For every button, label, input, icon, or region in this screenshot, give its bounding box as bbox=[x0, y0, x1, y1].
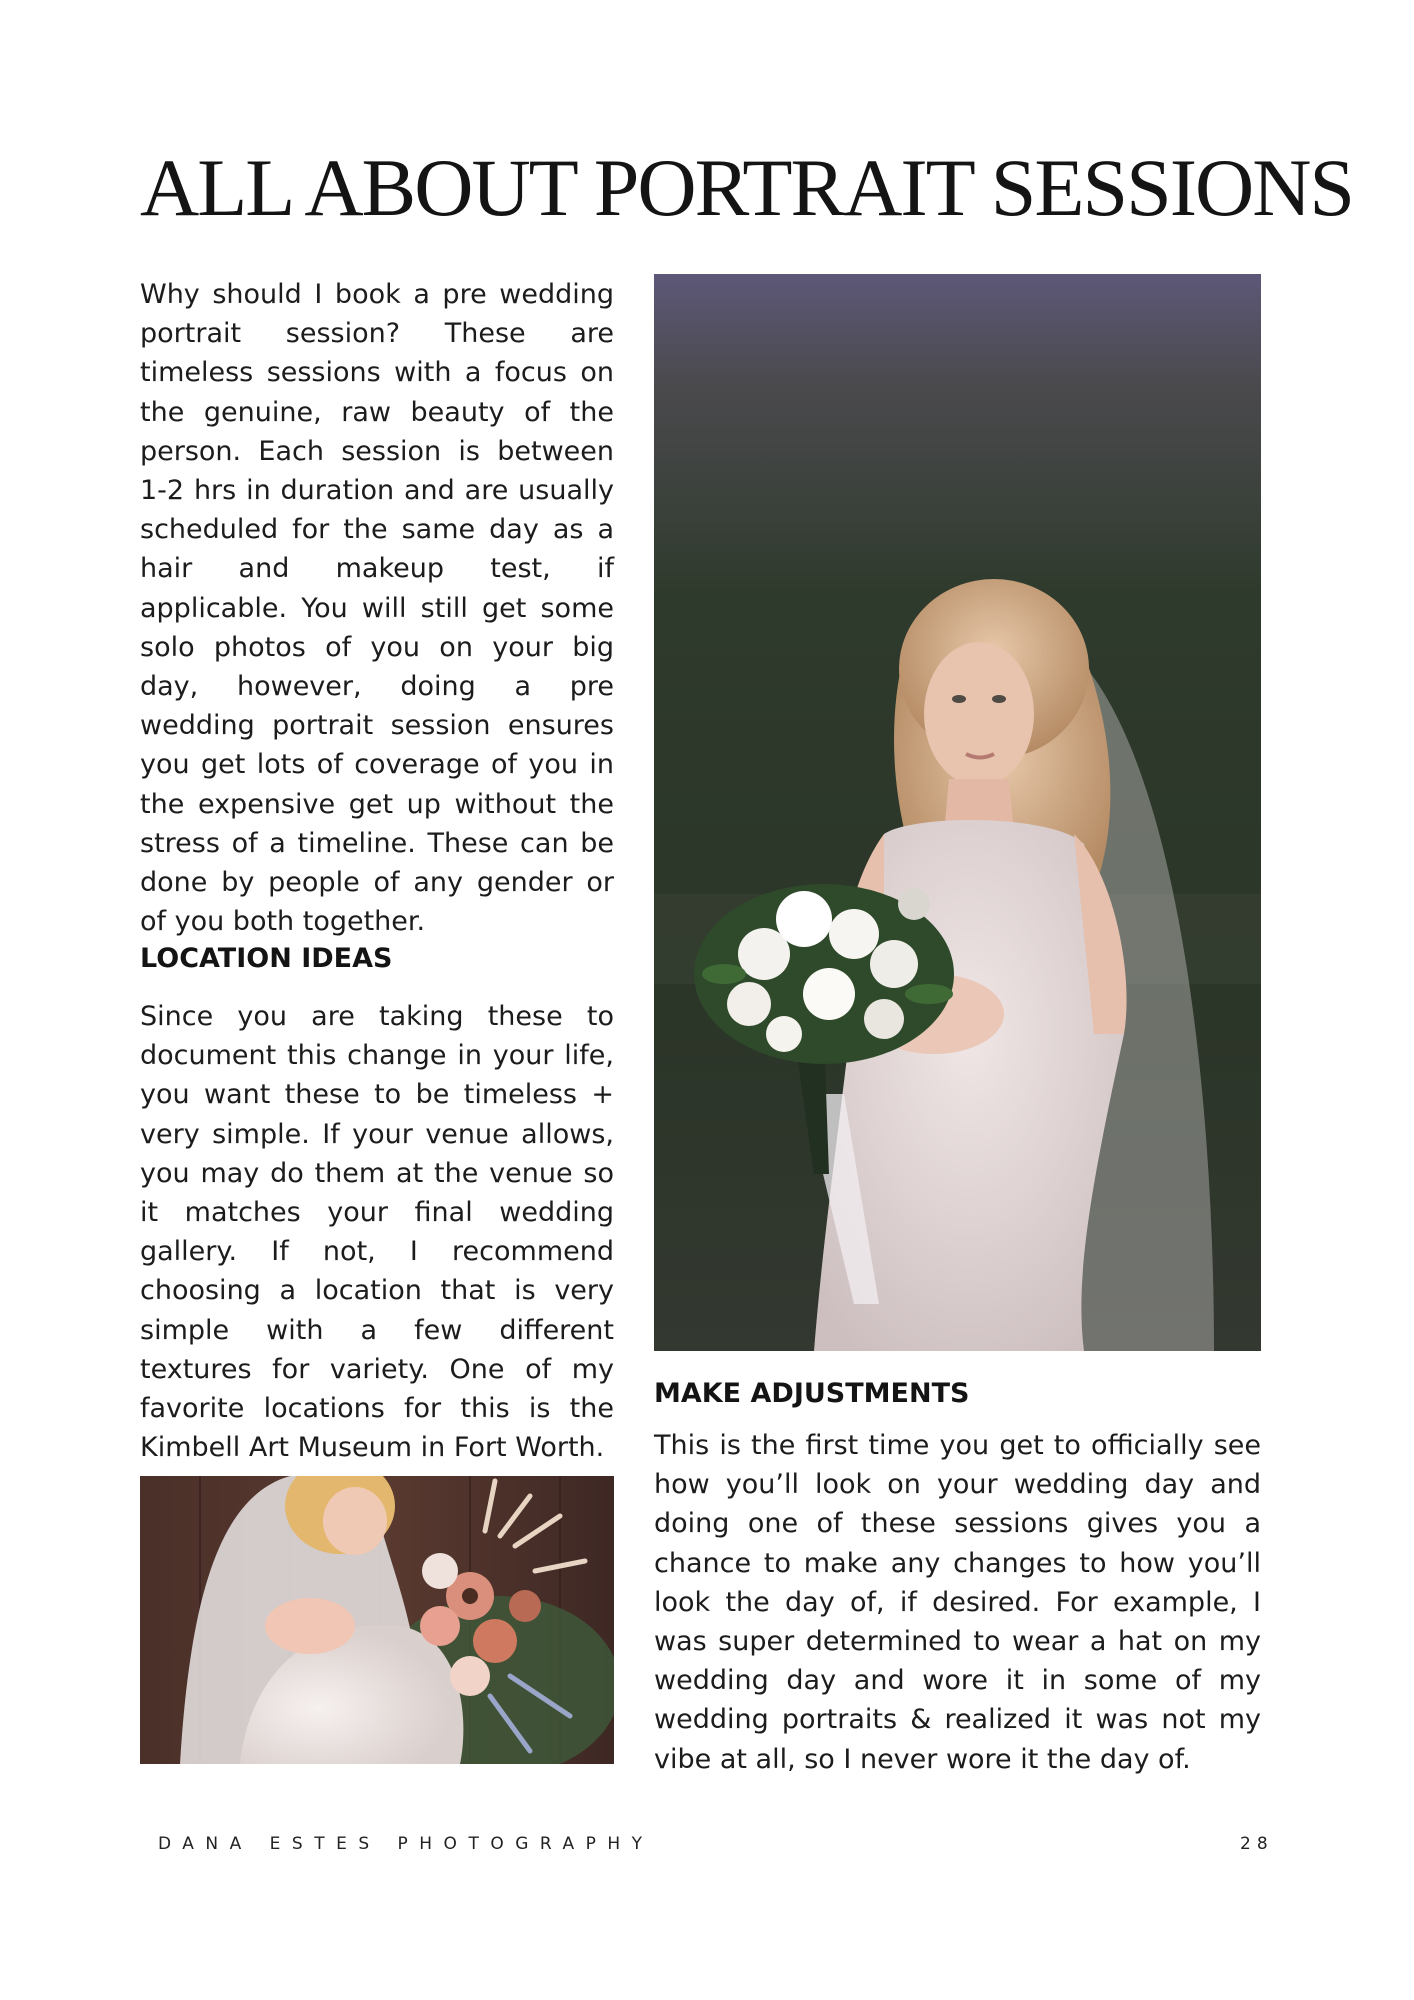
page-number: 28 bbox=[1240, 1834, 1274, 1854]
location-heading: LOCATION IDEAS bbox=[140, 943, 393, 974]
bride-bouquet-photo bbox=[140, 1476, 614, 1764]
location-paragraph: Since you are taking these to document this change in your life, you want these to be timeless + very simple. If your venue allows, you may do them at the venue so it matches your final wedding gallery. If not, I recommend choosing a location that is very simple with a few different textures for variety. One of my favorite locations for this is the Kimbell Art Museum in Fort Worth. bbox=[140, 1001, 614, 1464]
bride-portrait-photo bbox=[654, 274, 1261, 1351]
page-title: ALL ABOUT PORTRAIT SESSIONS bbox=[140, 142, 1354, 233]
adjustments-paragraph: This is the first time you get to officially see how you’ll look on your wedding day and doing one of these sessions gives you a chance to make any changes to how you’ll look the day of, if desired. For example, I was super determined to wear a hat on my wedding day and wore it in some of my wedding portraits & realized it was not my vibe at all, so I never wore it the day of. bbox=[654, 1430, 1261, 1775]
adjustments-heading: MAKE ADJUSTMENTS bbox=[654, 1378, 970, 1409]
footer-brand: DANA ESTES PHOTOGRAPHY bbox=[158, 1834, 654, 1854]
intro-paragraph: Why should I book a pre wedding portrait session? These are timeless sessions with a focus on the genuine, raw beauty of the person. Each session is between 1-2 hrs in duration and are usually scheduled for the same day as a hair and makeup test, if applicable. You will still get some solo photos of you on your big day, however, doing a pre wedding portrait session ensures you get lots of coverage of you in the expensive get up without the stress of a timeline. These can be done by people of any gender or of you both together. bbox=[140, 279, 614, 938]
